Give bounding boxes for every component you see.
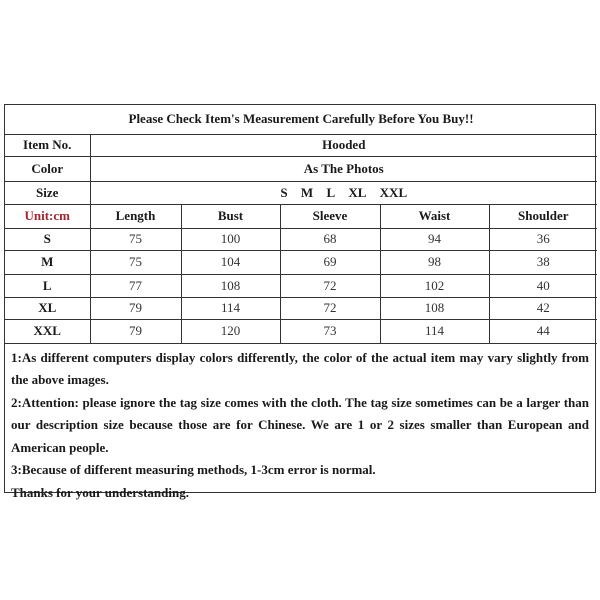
note-tag-size: 2:Attention: please ignore the tag size comes with the cloth. The tag size sometimes can be a larger than our description size because those are for Chinese. We are 1 or 2 sizes smaller than European and American people. [11,394,589,455]
size-label: Size [5,181,90,204]
item-no-value: Hooded [90,134,597,156]
row-size: XL [5,297,90,319]
cell-length: 79 [90,297,181,319]
cell-waist: 102 [380,274,489,297]
cell-length: 75 [90,228,181,250]
column-header-shoulder: Shoulder [489,204,597,228]
size-option: S [280,184,288,200]
cell-bust: 104 [181,250,280,274]
cell-sleeve: 72 [280,297,380,319]
notes-section [5,344,595,505]
size-option: XXL [379,184,408,200]
row-size: S [5,228,90,250]
column-header-length: Length [90,204,181,228]
cell-bust: 108 [181,274,280,297]
color-value: As The Photos [90,156,597,181]
column-header-row [5,204,597,228]
table-row [5,319,597,343]
cell-sleeve: 69 [280,250,380,274]
cell-length: 75 [90,250,181,274]
size-option: XL [348,184,367,200]
cell-length: 79 [90,319,181,343]
color-label: Color [5,156,90,181]
note-thanks: Thanks for your understanding. [11,484,189,500]
note-measurement-error: 3:Because of different measuring methods, 1-3cm error is normal. [11,462,376,477]
cell-waist: 94 [380,228,489,250]
item-no-label: Item No. [5,134,90,156]
measurement-table [5,105,597,344]
size-option: L [326,184,336,200]
cell-sleeve: 72 [280,274,380,297]
cell-sleeve: 73 [280,319,380,343]
table-row [5,250,597,274]
column-header-bust: Bust [181,204,280,228]
cell-length: 77 [90,274,181,297]
row-size: M [5,250,90,274]
note-color-variance: 1:As different computers display colors differently, the color of the actual item may vary slightly from the above images. [11,349,589,387]
table-row [5,274,597,297]
column-header-sleeve: Sleeve [280,204,380,228]
cell-sleeve: 68 [280,228,380,250]
page-title: Please Check Item's Measurement Carefully Before You Buy!! [5,105,597,134]
size-list [90,181,597,204]
row-size: L [5,274,90,297]
cell-shoulder: 40 [489,274,597,297]
cell-shoulder: 44 [489,319,597,343]
cell-bust: 100 [181,228,280,250]
cell-waist: 108 [380,297,489,319]
row-size: XXL [5,319,90,343]
size-chart [4,104,596,500]
cell-shoulder: 36 [489,228,597,250]
column-header-waist: Waist [380,204,489,228]
unit-label: Unit:cm [5,204,90,228]
cell-shoulder: 38 [489,250,597,274]
cell-waist: 98 [380,250,489,274]
size-option: M [300,184,314,200]
table-row [5,297,597,319]
cell-bust: 114 [181,297,280,319]
cell-waist: 114 [380,319,489,343]
table-row [5,228,597,250]
cell-shoulder: 42 [489,297,597,319]
cell-bust: 120 [181,319,280,343]
